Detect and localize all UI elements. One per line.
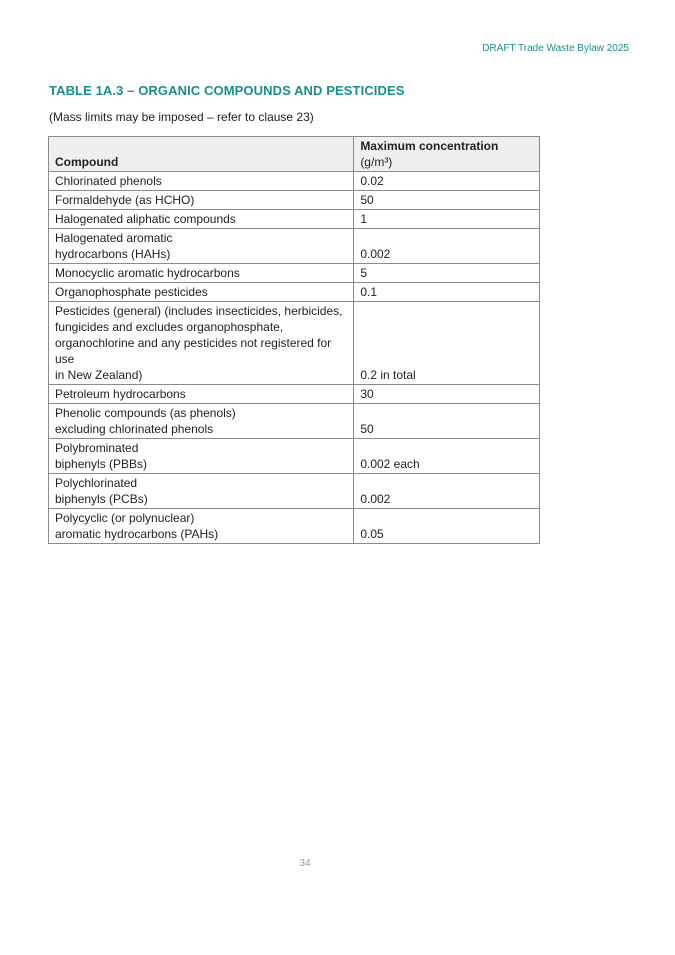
organic-compounds-table xyxy=(48,136,540,544)
unit-label: (g/m³) xyxy=(360,155,393,169)
value-cell: 0.2 in total xyxy=(354,302,540,385)
max-concentration-label: Maximum concentration xyxy=(360,139,499,153)
value-cell: 0.02 xyxy=(354,172,540,191)
value-cell: 0.002 xyxy=(354,474,540,509)
value-cell: 0.002 each xyxy=(354,439,540,474)
compound-cell: Halogenated aliphatic compounds xyxy=(49,210,354,229)
max-concentration-column-header xyxy=(354,137,540,172)
value-cell: 0.05 xyxy=(354,509,540,544)
compound-cell: Polycyclic (or polynuclear) aromatic hydrocarbons (PAHs) xyxy=(49,509,354,544)
value-cell: 0.002 xyxy=(354,229,540,264)
value-cell: 50 xyxy=(354,404,540,439)
table-row xyxy=(49,283,540,302)
value-cell: 5 xyxy=(354,264,540,283)
compound-cell: Chlorinated phenols xyxy=(49,172,354,191)
table-subtitle: (Mass limits may be imposed – refer to clause 23) xyxy=(49,110,314,124)
document-header: DRAFT Trade Waste Bylaw 2025 xyxy=(482,43,629,54)
table-title: TABLE 1A.3 – ORGANIC COMPOUNDS AND PESTICIDES xyxy=(49,83,405,98)
value-cell: 1 xyxy=(354,210,540,229)
table-row xyxy=(49,474,540,509)
compound-cell: Pesticides (general) (includes insecticides, herbicides, fungicides and excludes organophosphate, organochlorine and any pesticides not registered for use in New Zealand) xyxy=(49,302,354,385)
table-row xyxy=(49,509,540,544)
compound-cell: Polybrominated biphenyls (PBBs) xyxy=(49,439,354,474)
compound-cell: Formaldehyde (as HCHO) xyxy=(49,191,354,210)
compound-cell: Halogenated aromatic hydrocarbons (HAHs) xyxy=(49,229,354,264)
table-header-row xyxy=(49,137,540,172)
value-cell: 30 xyxy=(354,385,540,404)
compound-cell: Polychlorinated biphenyls (PCBs) xyxy=(49,474,354,509)
table-row xyxy=(49,229,540,264)
page-number: 34 xyxy=(299,858,311,869)
compound-column-header: Compound xyxy=(49,137,354,172)
compound-cell: Petroleum hydrocarbons xyxy=(49,385,354,404)
compound-cell: Phenolic compounds (as phenols) excluding chlorinated phenols xyxy=(49,404,354,439)
table-row xyxy=(49,302,540,385)
compound-cell: Organophosphate pesticides xyxy=(49,283,354,302)
value-cell: 50 xyxy=(354,191,540,210)
table-row xyxy=(49,210,540,229)
table-row xyxy=(49,404,540,439)
compound-cell: Monocyclic aromatic hydrocarbons xyxy=(49,264,354,283)
table-row xyxy=(49,191,540,210)
table-row xyxy=(49,439,540,474)
table-row xyxy=(49,172,540,191)
table-row xyxy=(49,385,540,404)
value-cell: 0.1 xyxy=(354,283,540,302)
table-row xyxy=(49,264,540,283)
